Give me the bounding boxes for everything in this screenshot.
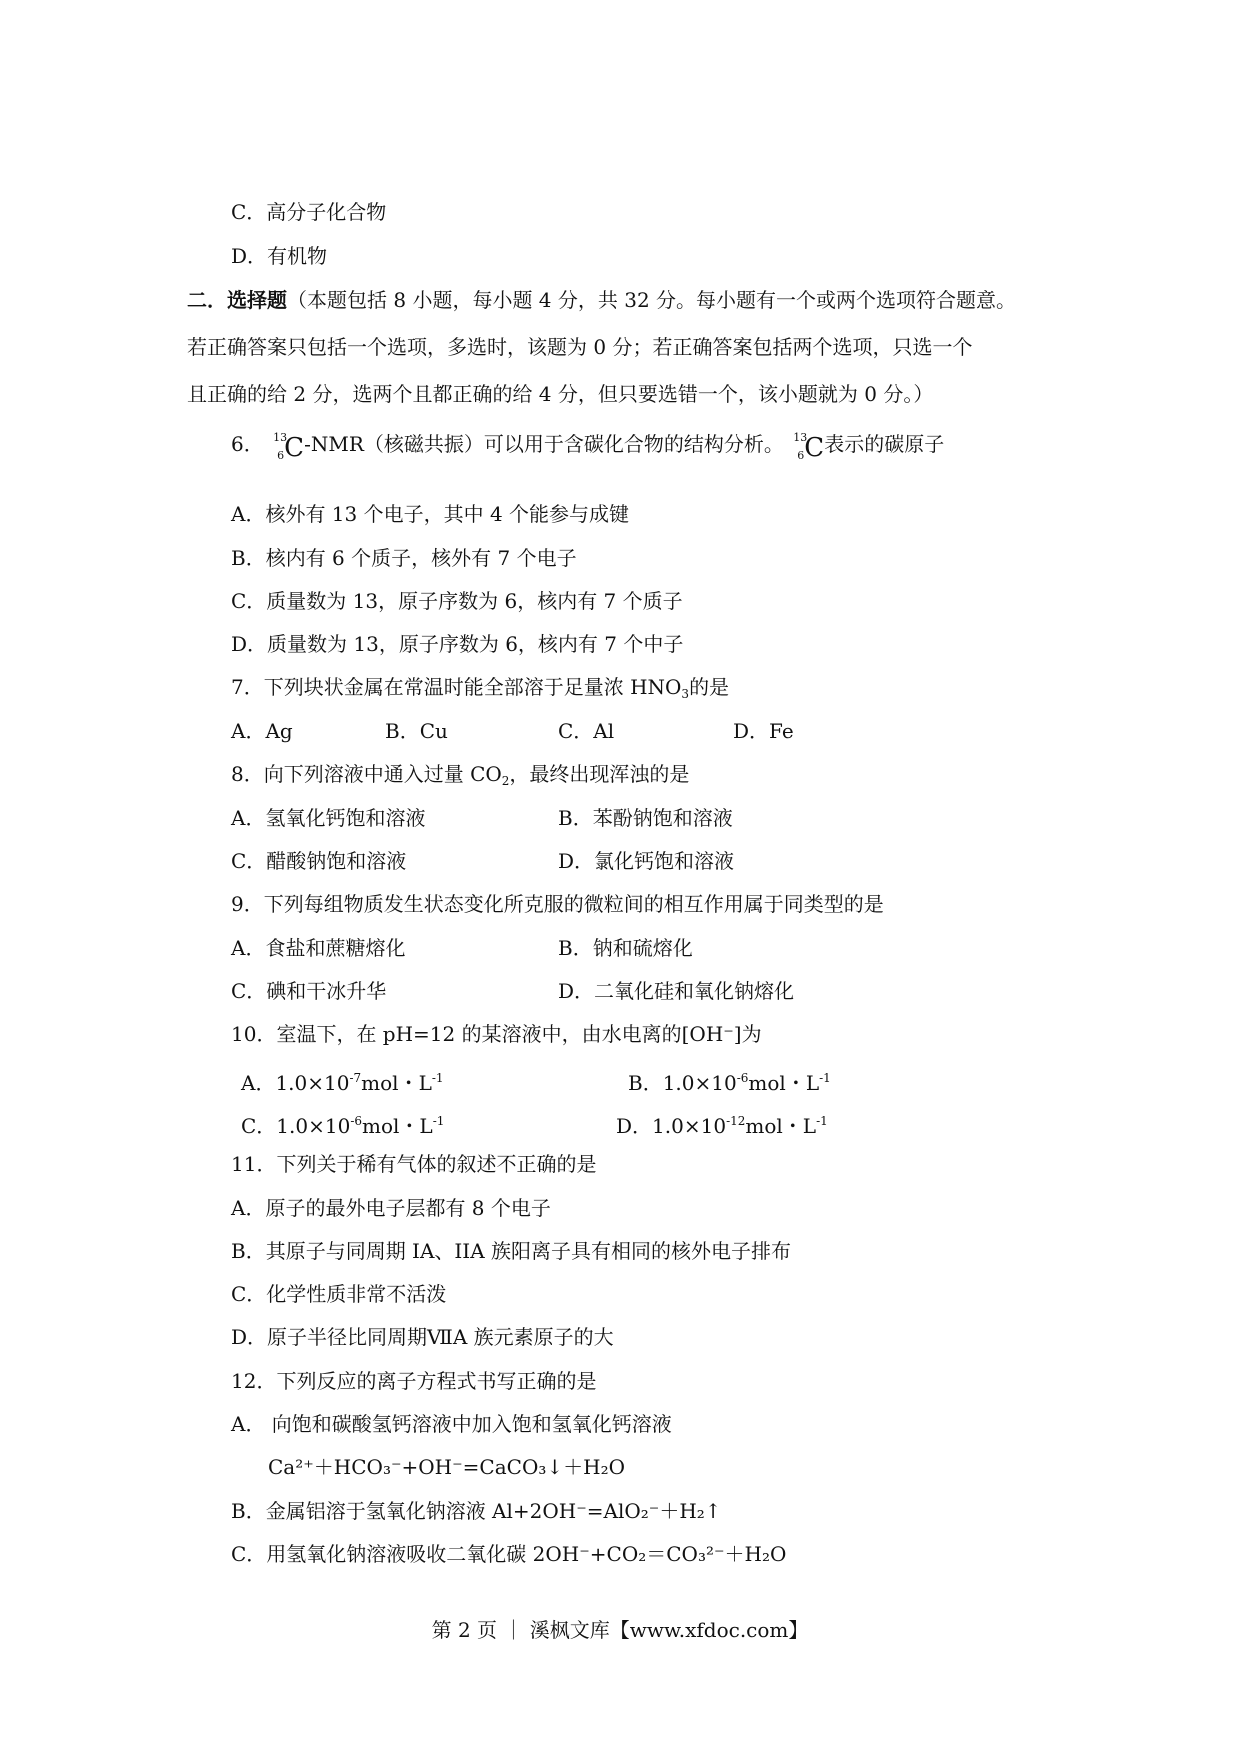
q8-option-d: D．氯化钙饱和溶液 [558,849,735,873]
isotope-symbol: 13 6 C [273,430,304,463]
section-intro-2: 若正确答案只包括一个选项，多选时，该题为 0 分；若正确答案包括两个选项，只选一个 [187,335,973,359]
q11-option-c: C．化学性质非常不活泼 [231,1282,447,1306]
option-d-organic: D．有机物 [231,244,328,268]
q12-option-a-equation: Ca²⁺＋HCO₃⁻+OH⁻=CaCO₃↓＋H₂O [268,1455,625,1479]
q7-option-c: C．Al [558,719,615,743]
q8-option-b: B．苯酚钠饱和溶液 [558,806,733,830]
q9-option-a: A．食盐和蔗糖熔化 [231,936,406,960]
q7-option-a: A．Ag [231,719,293,743]
page-footer: 第 2 页 ｜ 溪枫文库【www.xfdoc.com】 [431,1618,809,1642]
question-8-stem: 8．向下列溶液中通入过量 $CO_2$，最终出现浑浊的是 [231,762,690,788]
q8-option-c: C．醋酸钠饱和溶液 [231,849,407,873]
q10-option-d: D．$1.0\times 10^{-12}mol$・$L^{-1}$ [616,1114,828,1138]
q11-option-d: D．原子半径比同周期ⅦA 族元素原子的大 [231,1325,614,1349]
q10-option-b: B．$1.0\times 10^{-6}mol$・$L^{-1}$ [628,1071,831,1095]
question-10-stem: 10．室温下，在 pH=12 的某溶液中，由水电离的[OH⁻]为 [231,1022,762,1046]
q12-option-c: C．用氢氧化钠溶液吸收二氧化碳 2OH⁻+CO₂＝CO₃²⁻＋H₂O [231,1542,787,1566]
q7-option-d: D．Fe [733,719,794,743]
q10-option-c: C．$1.0\times 10^{-6}mol$・$L^{-1}$ [241,1114,445,1138]
q6-option-a: A．核外有 13 个电子，其中 4 个能参与成键 [231,502,630,526]
question-7-stem: 7．下列块状金属在常温时能全部溶于足量浓 $HNO_3$的是 [231,675,730,701]
q10-option-a: A．$1.0\times 10^{-7}mol$・$L^{-1}$ [241,1071,444,1095]
section-intro-3: 且正确的给 2 分，选两个且都正确的给 4 分，但只要选错一个，该小题就为 0 分。） [187,382,934,406]
question-6-stem: 6． 13 6 C -NMR（核磁共振）可以用于含碳化合物的结构分析。 13 6 C 表示的碳原子 [231,430,945,463]
q9-option-b: B．钠和硫熔化 [558,936,693,960]
section-intro-1: （本题包括 8 小题，每小题 4 分，共 32 分。每小题有一个或两个选项符合题意。 [287,288,1017,312]
q9-option-d: D．二氧化硅和氧化钠熔化 [558,979,795,1003]
q9-option-c: C．碘和干冰升华 [231,979,387,1003]
question-11-stem: 11．下列关于稀有气体的叙述不正确的是 [231,1152,597,1176]
isotope-symbol-2: 13 6 C [793,430,825,463]
q6-option-d: D．质量数为 13，原子序数为 6，核内有 7 个中子 [231,632,684,656]
option-c-polymer: C．高分子化合物 [231,200,387,224]
question-12-stem: 12．下列反应的离子方程式书写正确的是 [231,1369,597,1393]
q11-option-a: A．原子的最外电子层都有 8 个电子 [231,1196,551,1220]
q7-option-b: B．Cu [385,719,448,743]
q6-option-c: C．质量数为 13，原子序数为 6，核内有 7 个质子 [231,589,683,613]
q6-option-b: B．核内有 6 个质子，核外有 7 个电子 [231,546,577,570]
q8-option-a: A．氢氧化钙饱和溶液 [231,806,426,830]
section-heading: 二．选择题 [187,288,287,312]
section-heading-line [187,286,1016,314]
question-9-stem: 9．下列每组物质发生状态变化所克服的微粒间的相互作用属于同类型的是 [231,892,884,916]
q12-option-b: B．金属铝溶于氢氧化钠溶液 Al+2OH⁻=AlO₂⁻＋H₂↑ [231,1499,722,1523]
q12-option-a: A． 向饱和碳酸氢钙溶液中加入饱和氢氧化钙溶液 [231,1412,672,1436]
q11-option-b: B．其原子与同周期 IA、IIA 族阳离子具有相同的核外电子排布 [231,1239,791,1263]
